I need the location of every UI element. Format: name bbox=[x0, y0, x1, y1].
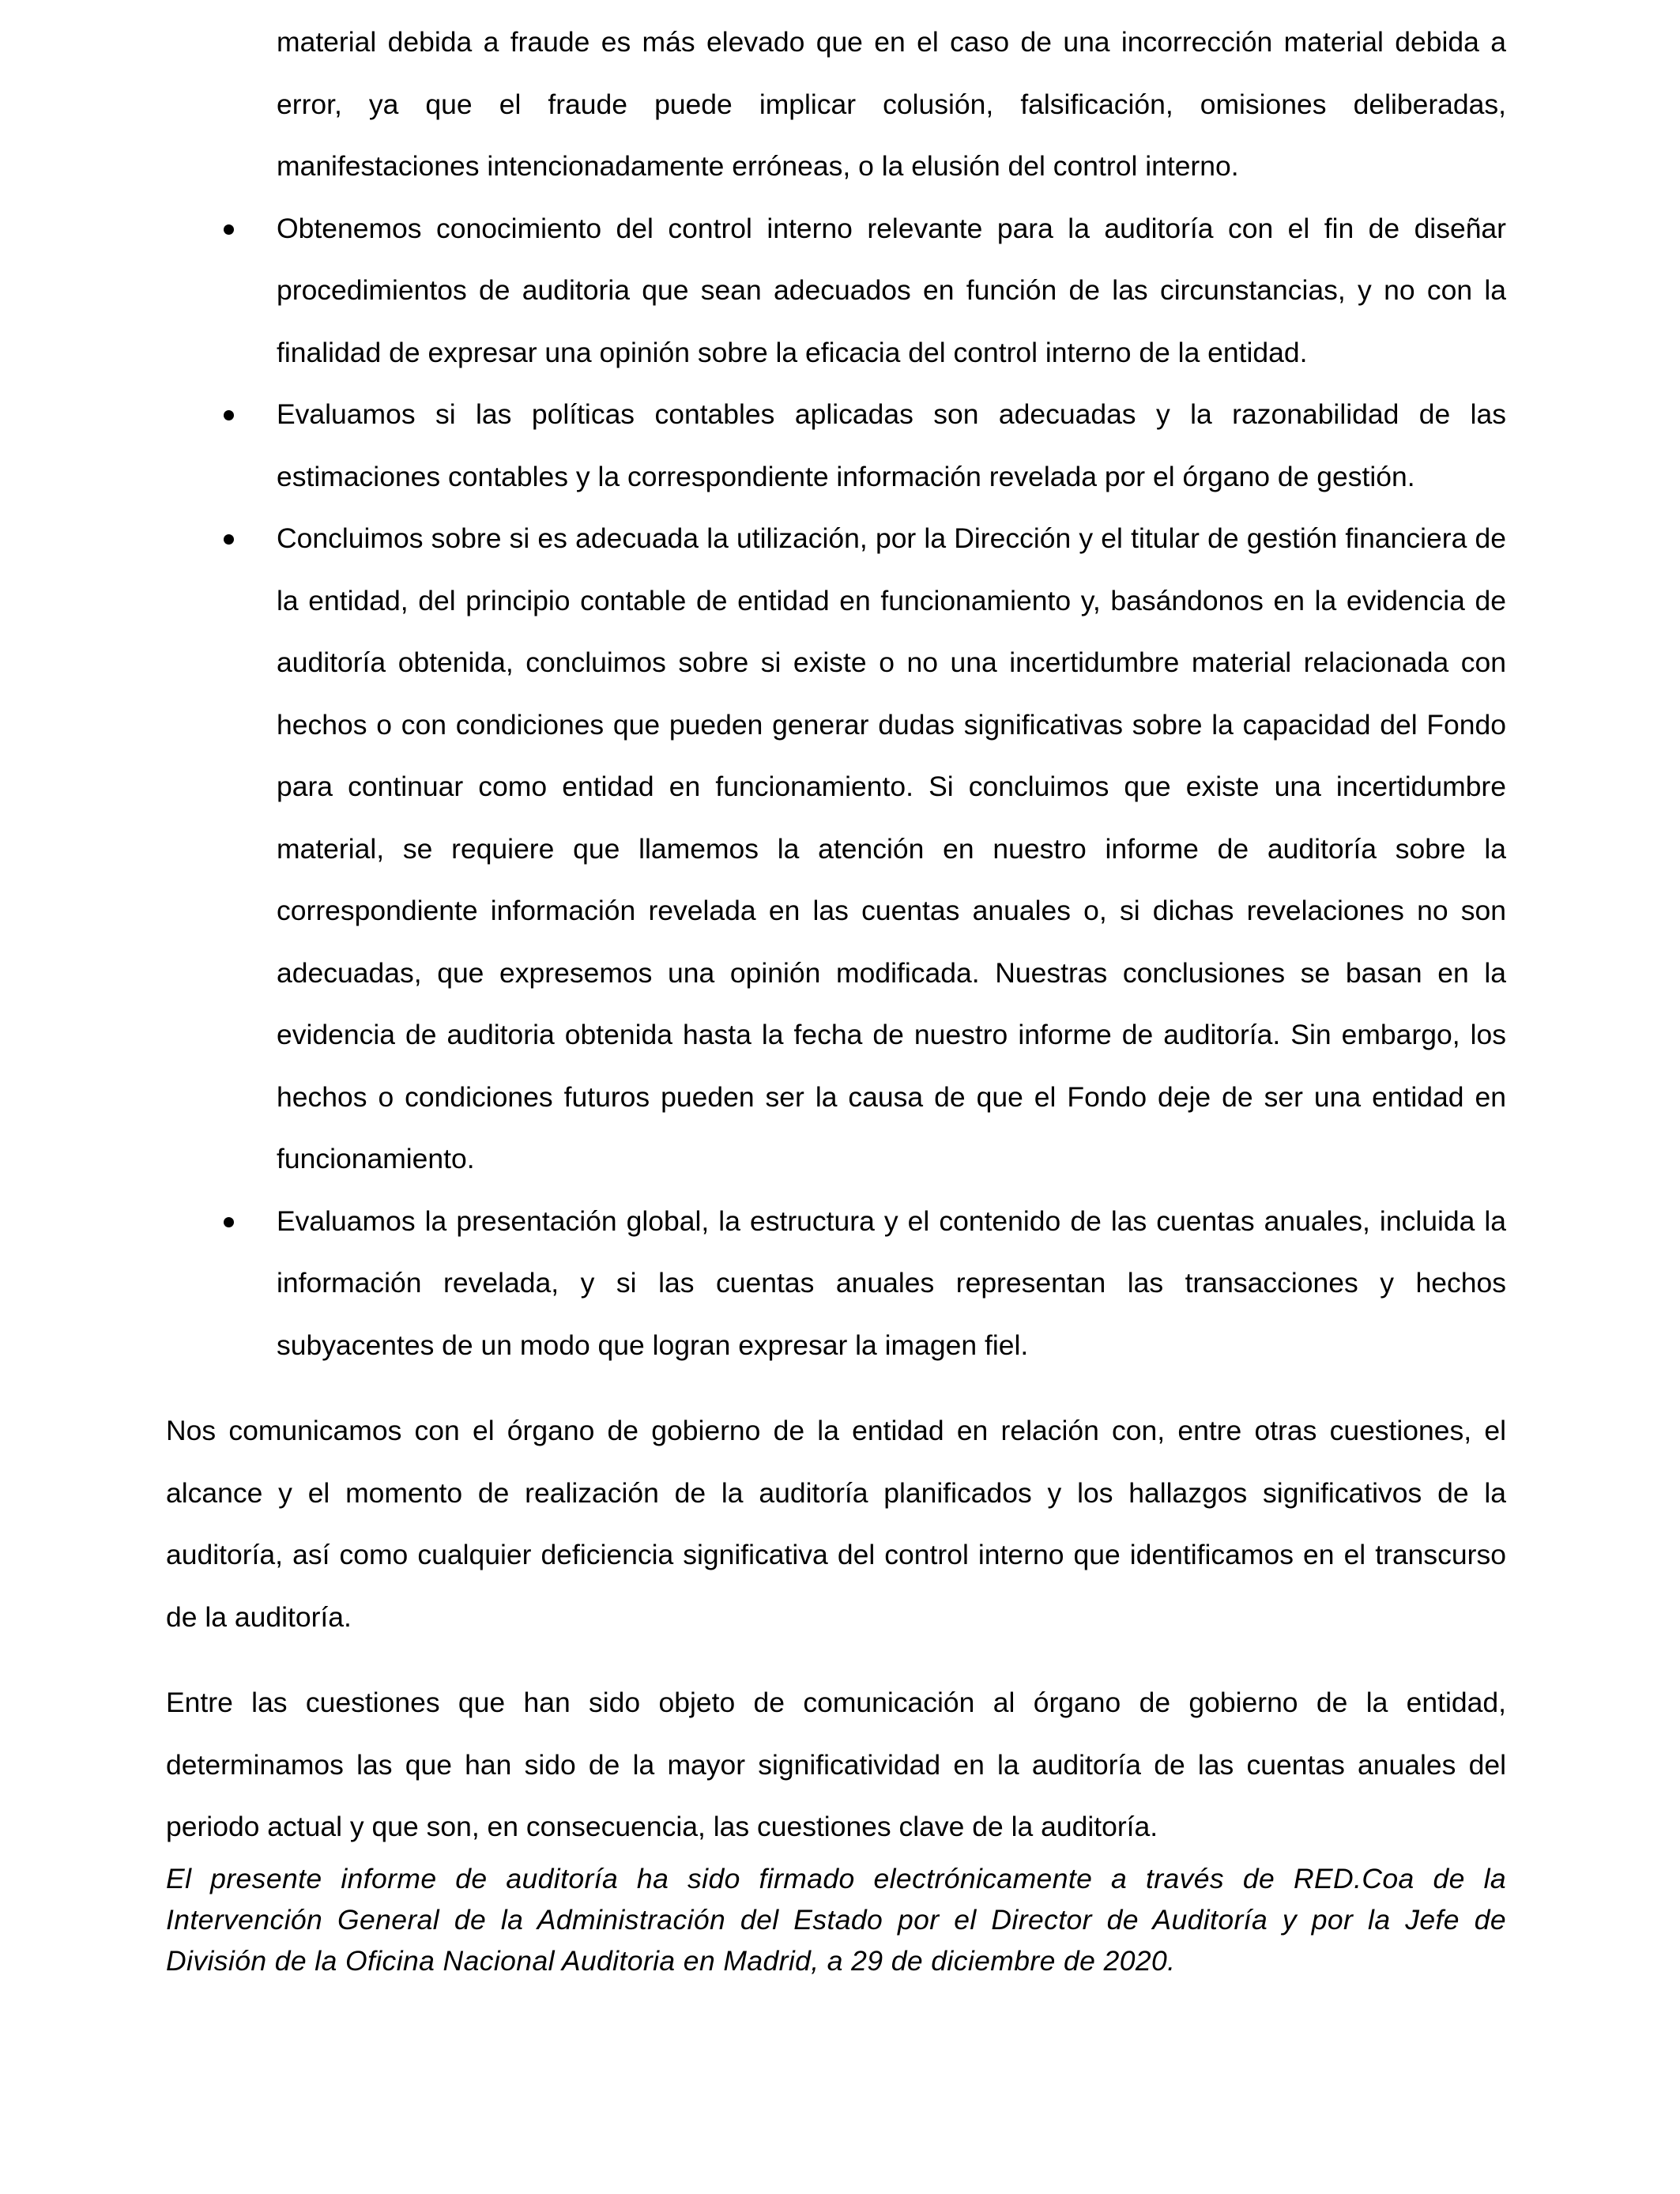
document-body bbox=[166, 11, 1506, 2009]
bullet-icon bbox=[224, 224, 234, 235]
bullet-icon bbox=[224, 534, 234, 545]
audit-procedures-list bbox=[166, 198, 1506, 1377]
list-item bbox=[166, 198, 1506, 384]
key-audit-matters-paragraph: Entre las cuestiones que han sido objeto de comunicación al órgano de gobierno de la entidad, determinamos las que han sido de la mayor significatividad en la auditoría de las cuentas anuales del periodo actual y que son, en consecuencia, las cuestiones clave de la auditoría. bbox=[166, 1687, 1506, 1842]
bullet-continuation-text: material debida a fraude es más elevado que en el caso de una incorrección material debida a error, ya que el fraude puede implicar colusión, falsificación, omisiones deliberadas, manifestaciones intencionadamente erróneas, o la elusión del control interno. bbox=[277, 26, 1506, 182]
electronic-signature-note: El presente informe de auditoría ha sido firmado electrónicamente a través de RED.Coa de la Intervención General de la Administración del Estado por el Director de Auditoría y por la Jefe de División de la Oficina Nacional Auditoria en Madrid, a 29 de diciembre de 2020. bbox=[166, 1862, 1506, 1977]
list-item bbox=[166, 507, 1506, 1190]
list-item bbox=[166, 1190, 1506, 1377]
list-item-text: Evaluamos la presentación global, la estructura y el contenido de las cuentas anuales, incluida la información revelada, y si las cuentas anuales representan las transacciones y hechos subyacentes de un modo que logran expresar la imagen fiel. bbox=[277, 1204, 1506, 1361]
list-item bbox=[166, 383, 1506, 507]
list-item-text: Concluimos sobre si es adecuada la utilización, por la Dirección y el titular de gestión financiera de la entidad, del principio contable de entidad en funcionamiento y, basándonos en la evidencia de auditoría obtenida, concluimos sobre si existe o no una incertidumbre material relacionada con hechos o con condiciones que pueden generar dudas significativas sobre la capacidad del Fondo para continuar como entidad en funcionamiento. Si concluimos que existe una incertidumbre material, se requiere que llamemos la atención en nuestro informe de auditoría sobre la correspondiente información revelada en las cuentas anuales o, si dichas revelaciones no son adecuadas, que expresemos una opinión modificada. Nuestras conclusiones se basan en la evidencia de auditoria obtenida hasta la fecha de nuestro informe de auditoría. Sin embargo, los hechos o condiciones futuros pueden ser la causa de que el Fondo deje de ser una entidad en funcionamiento. bbox=[277, 522, 1506, 1174]
governance-communication-paragraph: Nos comunicamos con el órgano de gobierno de la entidad en relación con, entre otras cuestiones, el alcance y el momento de realización de la auditoría planificados y los hallazgos significativos de la auditoría, así como cualquier deficiencia significativa del control interno que identificamos en el transcurso de la auditoría. bbox=[166, 1415, 1506, 1633]
list-item-text: Obtenemos conocimiento del control interno relevante para la auditoría con el fin de diseñar procedimientos de auditoria que sean adecuados en función de las circunstancias, y no con la finalidad de expresar una opinión sobre la eficacia del control interno de la entidad. bbox=[277, 212, 1506, 368]
list-item-text: Evaluamos si las políticas contables aplicadas son adecuadas y la razonabilidad de las estimaciones contables y la correspondiente información revelada por el órgano de gestión. bbox=[277, 398, 1506, 492]
bullet-icon bbox=[224, 1217, 234, 1227]
bullet-icon bbox=[224, 410, 234, 420]
